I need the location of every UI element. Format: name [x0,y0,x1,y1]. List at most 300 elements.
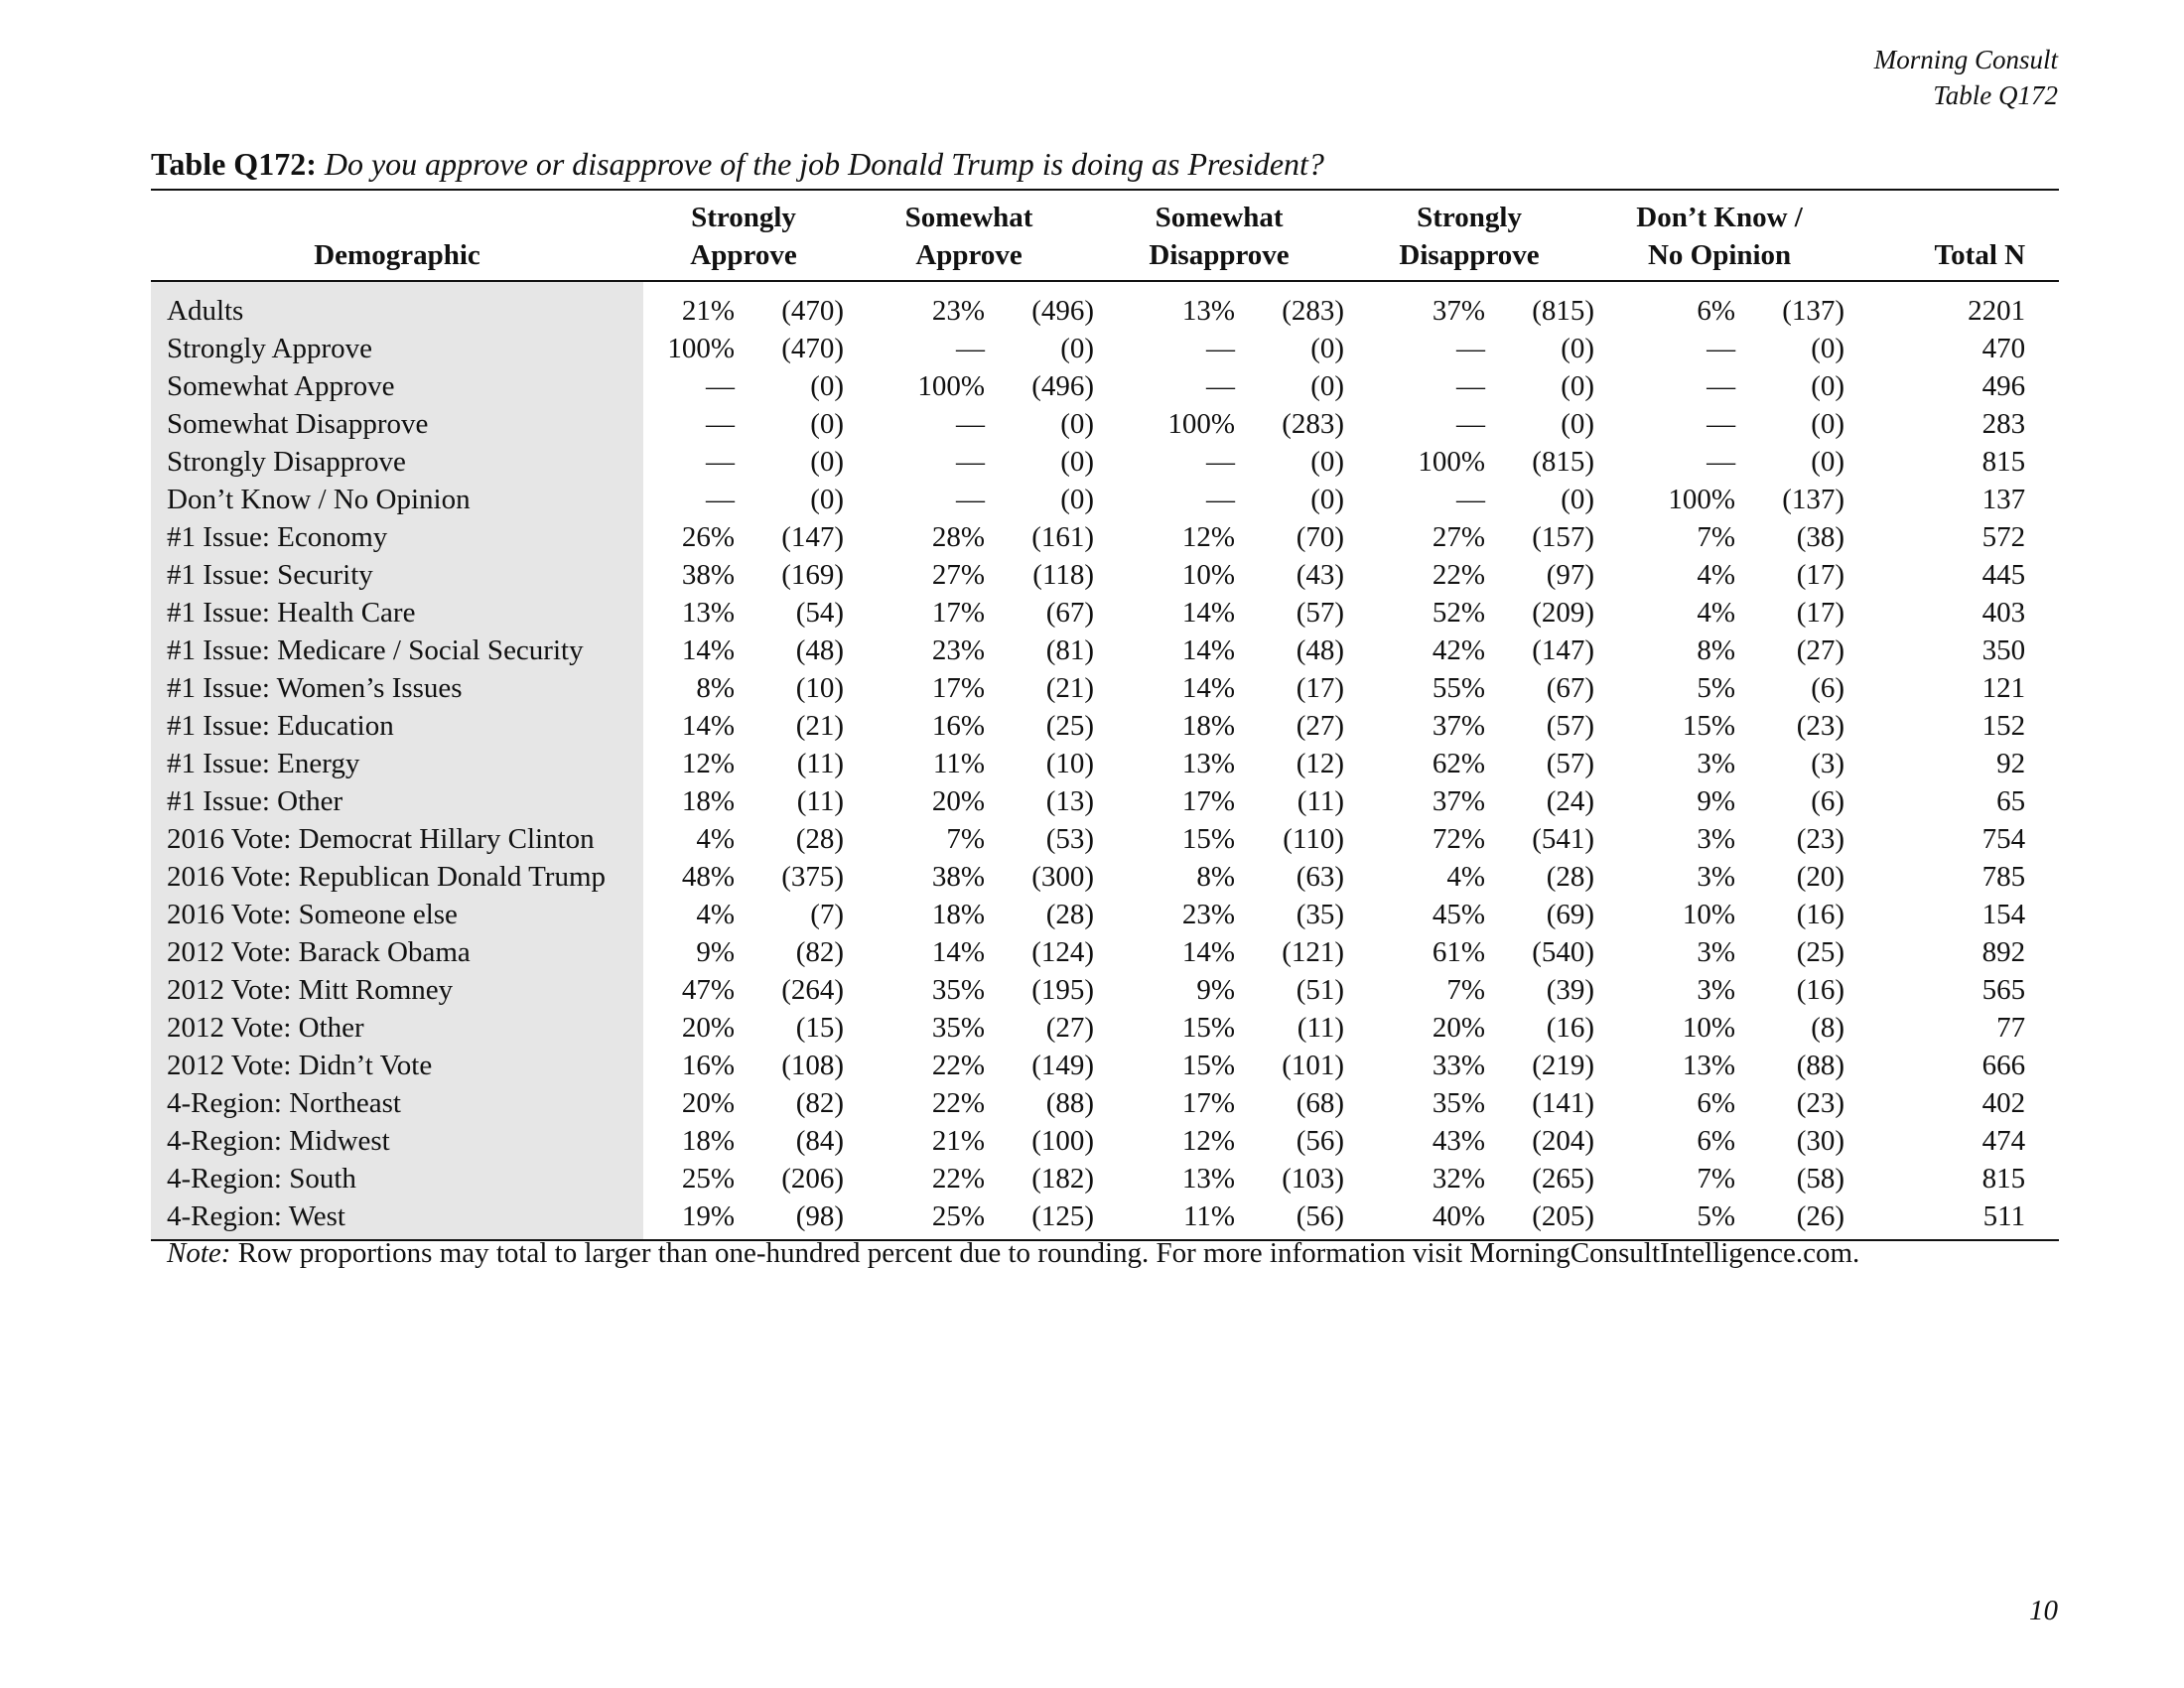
count-cell: (0) [1060,484,1095,515]
percent-cell: 17% [1181,785,1236,817]
row-label: 2012 Vote: Other [151,1009,643,1047]
table-row [151,745,2059,782]
percent-cell: 16% [931,710,986,742]
percent-cell: — [956,484,986,515]
count-cell: (43) [1296,559,1345,591]
table-row [151,1084,2059,1122]
table-row [151,1009,2059,1047]
row-label: 2016 Vote: Republican Donald Trump [151,858,643,896]
table-row [151,1197,2059,1240]
row-label: 4-Region: Midwest [151,1122,643,1160]
percent-cell: 72% [1432,823,1486,855]
row-label: 2016 Vote: Someone else [151,896,643,933]
table-header-row [151,190,2059,281]
count-cell: (100) [1031,1125,1095,1157]
percent-cell: — [1456,484,1486,515]
count-cell: (0) [1060,333,1095,364]
percent-cell: 14% [1181,672,1236,704]
percent-cell: 12% [681,748,735,779]
percent-cell: 13% [681,597,735,629]
percent-cell: 43% [1432,1125,1486,1157]
count-cell: (283) [1282,295,1345,327]
percent-cell: 25% [931,1200,986,1232]
row-label: Somewhat Disapprove [151,405,643,443]
percent-cell: 14% [931,936,986,968]
count-cell: (137) [1782,295,1845,327]
count-cell: (157) [1532,521,1595,553]
table-row [151,594,2059,632]
count-cell: (84) [795,1125,845,1157]
row-label: #1 Issue: Education [151,707,643,745]
count-cell: (48) [1296,634,1345,666]
count-cell: (21) [795,710,845,742]
count-cell: (11) [796,785,845,817]
percent-cell: 3% [1697,748,1736,779]
count-cell: (101) [1282,1050,1345,1081]
percent-cell: — [1456,408,1486,440]
count-cell: (98) [795,1200,845,1232]
percent-cell: — [1706,408,1736,440]
percent-cell: 8% [1196,861,1236,893]
count-cell: (103) [1282,1163,1345,1195]
col-header-strongly-disapprove: Strongly Disapprove [1399,202,1540,271]
percent-cell: — [1706,446,1736,478]
table-row [151,518,2059,556]
percent-cell: 47% [681,974,735,1006]
percent-cell: 13% [1682,1050,1736,1081]
percent-cell: 11% [932,748,986,779]
percent-cell: 6% [1697,295,1736,327]
total-n-cell: 403 [1981,597,2026,629]
count-cell: (470) [781,295,845,327]
count-cell: (0) [1060,446,1095,478]
percent-cell: 26% [681,521,735,553]
table-row [151,782,2059,820]
percent-cell: 6% [1697,1125,1736,1157]
count-cell: (0) [1310,484,1345,515]
percent-cell: 33% [1432,1050,1486,1081]
count-cell: (27) [1296,710,1345,742]
percent-cell: 7% [1697,1163,1736,1195]
percent-cell: 4% [696,823,735,855]
percent-cell: 37% [1432,295,1486,327]
percent-cell: 9% [696,936,735,968]
table-row [151,1160,2059,1197]
percent-cell: 3% [1697,823,1736,855]
table-row [151,330,2059,367]
row-label: 4-Region: Northeast [151,1084,643,1122]
count-cell: (0) [1561,408,1595,440]
percent-cell: 45% [1432,899,1486,930]
table-row [151,858,2059,896]
percent-cell: 18% [681,1125,735,1157]
table-row [151,405,2059,443]
total-n-cell: 77 [1996,1012,2026,1044]
count-cell: (0) [1561,370,1595,402]
percent-cell: 22% [931,1087,986,1119]
percent-cell: 27% [931,559,986,591]
col-header-dont-know: Don’t Know / No Opinion [1636,202,1803,271]
percent-cell: — [956,408,986,440]
table-row [151,281,2059,330]
count-cell: (70) [1296,521,1345,553]
count-cell: (137) [1782,484,1845,515]
row-label: 4-Region: South [151,1160,643,1197]
row-label: Strongly Approve [151,330,643,367]
percent-cell: 9% [1196,974,1236,1006]
percent-cell: 8% [696,672,735,704]
percent-cell: 100% [1418,446,1486,478]
count-cell: (25) [1045,710,1095,742]
percent-cell: 40% [1432,1200,1486,1232]
percent-cell: 4% [1697,597,1736,629]
percent-cell: 20% [681,1087,735,1119]
count-cell: (28) [1045,899,1095,930]
total-n-cell: 815 [1981,1163,2026,1195]
percent-cell: 62% [1432,748,1486,779]
count-cell: (0) [810,446,845,478]
count-cell: (57) [1546,710,1595,742]
percent-cell: — [1456,333,1486,364]
count-cell: (17) [1296,672,1345,704]
row-label: #1 Issue: Security [151,556,643,594]
count-cell: (141) [1532,1087,1595,1119]
count-cell: (63) [1296,861,1345,893]
percent-cell: — [1706,333,1736,364]
count-cell: (283) [1282,408,1345,440]
count-cell: (300) [1031,861,1095,893]
percent-cell: 15% [1181,1050,1236,1081]
percent-cell: 35% [1432,1087,1486,1119]
total-n-cell: 152 [1981,710,2026,742]
table-row [151,933,2059,971]
percent-cell: 7% [946,823,986,855]
percent-cell: 25% [681,1163,735,1195]
total-n-cell: 572 [1981,521,2026,553]
table-row [151,367,2059,405]
percent-cell: 11% [1182,1200,1236,1232]
count-cell: (26) [1796,1200,1845,1232]
percent-cell: 100% [917,370,986,402]
count-cell: (27) [1796,634,1845,666]
row-label: #1 Issue: Women’s Issues [151,669,643,707]
count-cell: (67) [1045,597,1095,629]
table-id: Table Q172 [1933,80,2058,110]
count-cell: (13) [1045,785,1095,817]
total-n-cell: 350 [1981,634,2026,666]
page-number: 10 [2029,1595,2058,1626]
percent-cell: 32% [1432,1163,1486,1195]
col-header-total-n: Total N [1934,239,2026,271]
table-row [151,971,2059,1009]
row-label: Adults [151,281,643,330]
count-cell: (21) [1045,672,1095,704]
count-cell: (28) [795,823,845,855]
percent-cell: 12% [1181,521,1236,553]
row-label: Don’t Know / No Opinion [151,481,643,518]
total-n-cell: 892 [1981,936,2026,968]
table-row [151,707,2059,745]
total-n-cell: 470 [1981,333,2026,364]
count-cell: (7) [810,899,845,930]
table-body [151,281,2059,1240]
row-label: #1 Issue: Energy [151,745,643,782]
count-cell: (16) [1796,899,1845,930]
col-header-somewhat-disapprove: Somewhat Disapprove [1149,202,1290,271]
count-cell: (0) [1060,408,1095,440]
percent-cell: 19% [681,1200,735,1232]
count-cell: (149) [1031,1050,1095,1081]
count-cell: (12) [1296,748,1345,779]
percent-cell: 7% [1697,521,1736,553]
count-cell: (0) [1811,446,1845,478]
percent-cell: 21% [931,1125,986,1157]
count-cell: (195) [1031,974,1095,1006]
count-cell: (82) [795,936,845,968]
percent-cell: 61% [1432,936,1486,968]
percent-cell: — [956,333,986,364]
row-label: 4-Region: West [151,1197,643,1240]
percent-cell: 15% [1181,1012,1236,1044]
percent-cell: 55% [1432,672,1486,704]
count-cell: (17) [1796,597,1845,629]
percent-cell: 14% [681,634,735,666]
count-cell: (11) [1297,785,1345,817]
percent-cell: 14% [1181,936,1236,968]
count-cell: (67) [1546,672,1595,704]
percent-cell: 100% [1668,484,1736,515]
total-n-cell: 754 [1981,823,2026,855]
row-label: 2016 Vote: Democrat Hillary Clinton [151,820,643,858]
total-n-cell: 511 [1982,1200,2026,1232]
count-cell: (0) [1310,446,1345,478]
count-cell: (108) [781,1050,845,1081]
percent-cell: 3% [1697,861,1736,893]
count-cell: (38) [1796,521,1845,553]
percent-cell: 17% [1181,1087,1236,1119]
percent-cell: 100% [1167,408,1236,440]
count-cell: (0) [810,370,845,402]
count-cell: (0) [1561,333,1595,364]
count-cell: (124) [1031,936,1095,968]
row-label: 2012 Vote: Didn’t Vote [151,1047,643,1084]
total-n-cell: 65 [1996,785,2026,817]
count-cell: (496) [1031,295,1095,327]
count-cell: (68) [1296,1087,1345,1119]
percent-cell: 100% [667,333,735,364]
total-n-cell: 283 [1981,408,2026,440]
row-label: 2012 Vote: Mitt Romney [151,971,643,1009]
count-cell: (0) [1811,370,1845,402]
count-cell: (27) [1045,1012,1095,1044]
count-cell: (48) [795,634,845,666]
col-header-strongly-approve: Strongly Approve [690,202,797,271]
count-cell: (147) [781,521,845,553]
percent-cell: 20% [931,785,986,817]
count-cell: (264) [781,974,845,1006]
percent-cell: — [706,484,735,515]
count-cell: (204) [1532,1125,1595,1157]
percent-cell: 9% [1697,785,1736,817]
table-note [167,1237,1859,1270]
count-cell: (3) [1811,748,1845,779]
count-cell: (470) [781,333,845,364]
total-n-cell: 565 [1981,974,2026,1006]
percent-cell: 35% [931,1012,986,1044]
total-n-cell: 496 [1981,370,2026,402]
percent-cell: 4% [1446,861,1486,893]
percent-cell: 28% [931,521,986,553]
percent-cell: 15% [1682,710,1736,742]
percent-cell: — [1706,370,1736,402]
table-title-question: Do you approve or disapprove of the job Donald Trump is doing as President? [324,146,1324,182]
percent-cell: 17% [931,597,986,629]
percent-cell: 22% [1432,559,1486,591]
percent-cell: 6% [1697,1087,1736,1119]
count-cell: (39) [1546,974,1595,1006]
percent-cell: 23% [1181,899,1236,930]
count-cell: (57) [1546,748,1595,779]
table-row [151,632,2059,669]
row-label: Somewhat Approve [151,367,643,405]
count-cell: (28) [1546,861,1595,893]
count-cell: (23) [1796,710,1845,742]
count-cell: (541) [1532,823,1595,855]
percent-cell: 12% [1181,1125,1236,1157]
row-label: #1 Issue: Medicare / Social Security [151,632,643,669]
percent-cell: 18% [1181,710,1236,742]
count-cell: (169) [781,559,845,591]
count-cell: (0) [1310,333,1345,364]
table-row [151,443,2059,481]
percent-cell: — [956,446,986,478]
count-cell: (0) [1310,370,1345,402]
percent-cell: — [1206,370,1236,402]
percent-cell: 4% [1697,559,1736,591]
percent-cell: 7% [1446,974,1486,1006]
count-cell: (205) [1532,1200,1595,1232]
count-cell: (206) [781,1163,845,1195]
percent-cell: 20% [681,1012,735,1044]
row-label: #1 Issue: Other [151,782,643,820]
percent-cell: 13% [1181,1163,1236,1195]
total-n-cell: 402 [1981,1087,2026,1119]
count-cell: (118) [1032,559,1095,591]
percent-cell: 22% [931,1050,986,1081]
count-cell: (23) [1796,1087,1845,1119]
percent-cell: 10% [1682,1012,1736,1044]
count-cell: (265) [1532,1163,1595,1195]
percent-cell: 14% [681,710,735,742]
count-cell: (56) [1296,1125,1345,1157]
total-n-cell: 815 [1981,446,2026,478]
total-n-cell: 137 [1981,484,2026,515]
count-cell: (25) [1796,936,1845,968]
crosstab-table [151,189,2059,1241]
percent-cell: 15% [1181,823,1236,855]
row-label: 2012 Vote: Barack Obama [151,933,643,971]
count-cell: (69) [1546,899,1595,930]
count-cell: (58) [1796,1163,1845,1195]
count-cell: (20) [1796,861,1845,893]
percent-cell: 10% [1181,559,1236,591]
total-n-cell: 154 [1981,899,2026,930]
count-cell: (815) [1532,446,1595,478]
percent-cell: 38% [931,861,986,893]
percent-cell: 23% [931,634,986,666]
percent-cell: 14% [1181,634,1236,666]
count-cell: (97) [1546,559,1595,591]
percent-cell: 52% [1432,597,1486,629]
total-n-cell: 2201 [1968,295,2026,327]
percent-cell: — [1206,446,1236,478]
count-cell: (11) [1297,1012,1345,1044]
table-row [151,1047,2059,1084]
total-n-cell: 121 [1981,672,2026,704]
count-cell: (81) [1045,634,1095,666]
count-cell: (56) [1296,1200,1345,1232]
count-cell: (88) [1796,1050,1845,1081]
count-cell: (16) [1546,1012,1595,1044]
percent-cell: 42% [1432,634,1486,666]
count-cell: (182) [1031,1163,1095,1195]
col-header-demographic: Demographic [314,239,480,271]
percent-cell: 5% [1697,1200,1736,1232]
count-cell: (147) [1532,634,1595,666]
count-cell: (10) [1045,748,1095,779]
count-cell: (82) [795,1087,845,1119]
percent-cell: 37% [1432,785,1486,817]
row-label: #1 Issue: Health Care [151,594,643,632]
percent-cell: — [1206,333,1236,364]
document-header [1874,42,2058,113]
percent-cell: 27% [1432,521,1486,553]
percent-cell: 5% [1697,672,1736,704]
count-cell: (15) [795,1012,845,1044]
count-cell: (161) [1031,521,1095,553]
percent-cell: — [706,408,735,440]
percent-cell: 48% [681,861,735,893]
percent-cell: 23% [931,295,986,327]
table-title [151,146,1324,183]
note-text: Row proportions may total to larger than one-hundred percent due to rounding. For more information visit MorningConsultIntelligence.com. [237,1237,1860,1269]
count-cell: (125) [1031,1200,1095,1232]
source-name: Morning Consult [1873,45,2058,74]
count-cell: (219) [1532,1050,1595,1081]
count-cell: (30) [1796,1125,1845,1157]
count-cell: (0) [1811,333,1845,364]
count-cell: (16) [1796,974,1845,1006]
count-cell: (0) [1561,484,1595,515]
count-cell: (17) [1796,559,1845,591]
percent-cell: 3% [1697,974,1736,1006]
count-cell: (54) [795,597,845,629]
table-row [151,896,2059,933]
count-cell: (496) [1031,370,1095,402]
count-cell: (815) [1532,295,1595,327]
count-cell: (375) [781,861,845,893]
count-cell: (0) [810,408,845,440]
percent-cell: 37% [1432,710,1486,742]
row-label: Strongly Disapprove [151,443,643,481]
table-title-label: Table Q172: [151,146,317,182]
table-row [151,556,2059,594]
table-row [151,1122,2059,1160]
count-cell: (6) [1811,672,1845,704]
count-cell: (0) [810,484,845,515]
total-n-cell: 474 [1981,1125,2026,1157]
count-cell: (24) [1546,785,1595,817]
